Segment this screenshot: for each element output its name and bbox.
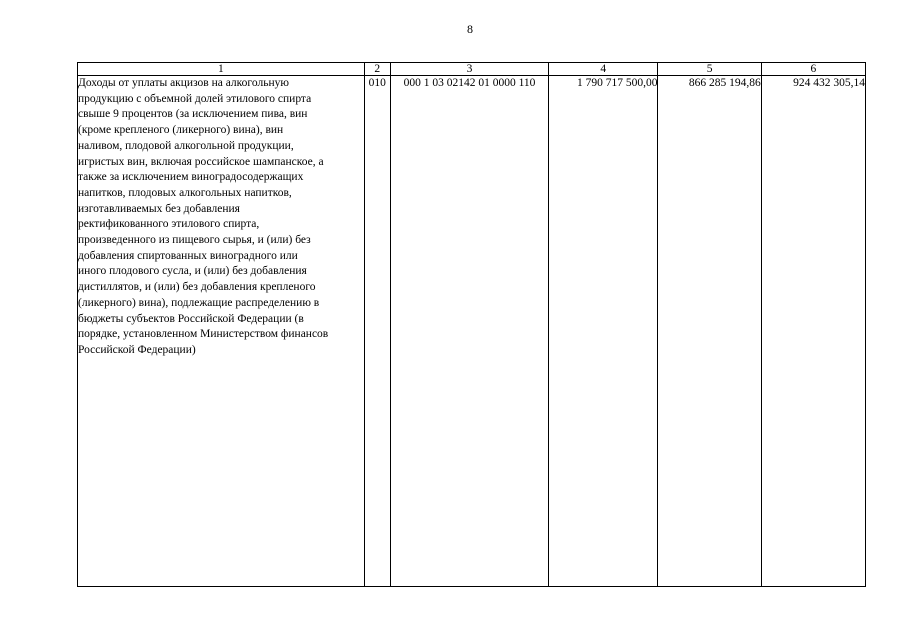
line-code: 010 — [364, 76, 390, 587]
column-header-1: 1 — [78, 63, 365, 76]
table-header-row — [78, 63, 866, 76]
column-header-4: 4 — [549, 63, 658, 76]
income-description: Доходы от уплаты акцизов на алкогольную продукцию с объемной долей этилового спирта свыше 9 процентов (за исключением пива, вин (кроме крепленого (ликерного) вина), вин наливом, плодовой алкогольной продукции, игристых вин, включая российское шампанское, а также за исключением виноградосодержащих напитков, плодовых алкогольных напитков, изготавливаемых без добавления ректификованного этилового спирта, произведенного из пищевого сырья, и (или) без добавления спиртованных виноградного или иного плодового сусла, и (или) без добавления дистиллятов, и (или) без добавления крепленого (ликерного) вина), подлежащие распределению в бюджеты субъектов Российской Федерации (в порядке, установленном Министерством финансов Российской Федерации) — [78, 76, 365, 587]
amount-column-5: 866 285 194,86 — [658, 76, 761, 587]
column-header-6: 6 — [761, 63, 865, 76]
page-number: 8 — [467, 22, 473, 36]
column-header-3: 3 — [390, 63, 548, 76]
report-table — [77, 62, 866, 587]
column-header-2: 2 — [364, 63, 390, 76]
table-row — [78, 76, 866, 587]
column-header-5: 5 — [658, 63, 761, 76]
amount-column-6: 924 432 305,14 — [761, 76, 865, 587]
amount-column-4: 1 790 717 500,00 — [549, 76, 658, 587]
budget-classification-code: 000 1 03 02142 01 0000 110 — [390, 76, 548, 587]
